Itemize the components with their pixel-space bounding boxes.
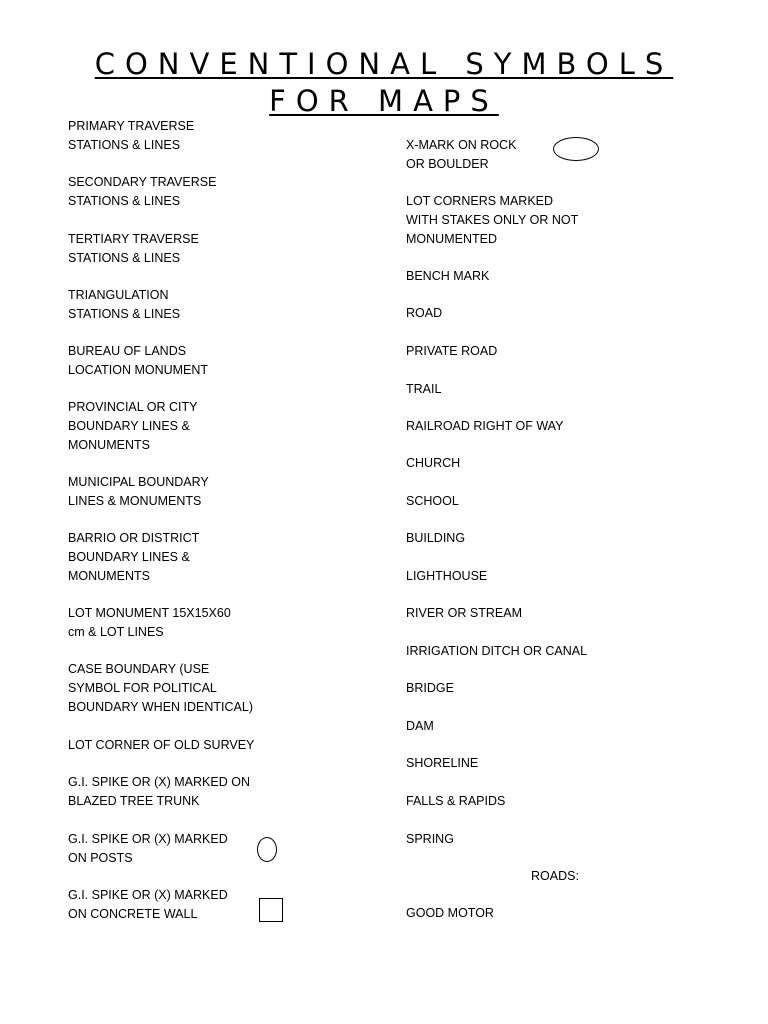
legend-entry-case-boundary: CASE BOUNDARY (USE SYMBOL FOR POLITICAL BOUNDARY WHEN IDENTICAL) xyxy=(68,662,253,714)
legend-entry-church: CHURCH xyxy=(406,456,461,470)
circle-symbol-icon xyxy=(257,837,277,862)
legend-entry-tertiary-traverse: TERTIARY TRAVERSE STATIONS & LINES xyxy=(68,232,199,265)
legend-entry-spike-tree-trunk: G.I. SPIKE OR (X) MARKED ON BLAZED TREE TRUNK xyxy=(68,775,250,808)
legend-entry-shoreline: SHORELINE xyxy=(406,756,479,770)
legend-entry-bench-mark: BENCH MARK xyxy=(406,269,490,283)
legend-entry-lot-monument: LOT MONUMENT 15X15X60 cm & LOT LINES xyxy=(68,606,231,639)
legend-entry-good-motor: GOOD MOTOR xyxy=(406,906,494,920)
legend-entry-trail: TRAIL xyxy=(406,382,442,396)
legend-entry-spring: SPRING xyxy=(406,832,454,846)
legend-entry-school: SCHOOL xyxy=(406,494,459,508)
page-title-line-1: CONVENTIONAL SYMBOLS xyxy=(94,47,674,81)
legend-entry-spike-posts: G.I. SPIKE OR (X) MARKED ON POSTS xyxy=(68,832,228,865)
legend-entry-dam: DAM xyxy=(406,719,434,733)
legend-entry-lot-corners-stakes: LOT CORNERS MARKED WITH STAKES ONLY OR NOT MONUMENTED xyxy=(406,194,579,246)
legend-entry-irrigation: IRRIGATION DITCH OR CANAL xyxy=(406,644,588,658)
legend-entry-building: BUILDING xyxy=(406,531,466,545)
legend-entry-falls-rapids: FALLS & RAPIDS xyxy=(406,794,506,808)
legend-entry-river: RIVER OR STREAM xyxy=(406,606,522,620)
legend-entry-road: ROAD xyxy=(406,306,443,320)
legend-entry-municipal-boundary: MUNICIPAL BOUNDARY LINES & MONUMENTS xyxy=(68,475,209,508)
legend-entry-provincial-boundary: PROVINCIAL OR CITY BOUNDARY LINES & MONUMENTS xyxy=(68,400,198,452)
legend-entry-bridge: BRIDGE xyxy=(406,681,454,695)
legend-entry-secondary-traverse: SECONDARY TRAVERSE STATIONS & LINES xyxy=(68,175,217,208)
legend-entry-triangulation: TRIANGULATION STATIONS & LINES xyxy=(68,288,181,321)
legend-entry-x-mark-rock: X-MARK ON ROCK OR BOULDER xyxy=(406,138,517,171)
legend-entry-bureau-of-lands: BUREAU OF LANDS LOCATION MONUMENT xyxy=(68,344,209,377)
legend-entry-barrio-boundary: BARRIO OR DISTRICT BOUNDARY LINES & MONUMENTS xyxy=(68,531,200,583)
square-symbol-icon xyxy=(259,898,283,922)
legend-entry-lighthouse: LIGHTHOUSE xyxy=(406,569,488,583)
legend-entry-private-road: PRIVATE ROAD xyxy=(406,344,498,358)
roads-heading: ROADS: xyxy=(531,869,579,883)
legend-entry-spike-concrete-wall: G.I. SPIKE OR (X) MARKED ON CONCRETE WALL xyxy=(68,888,228,921)
legend-entry-railroad: RAILROAD RIGHT OF WAY xyxy=(406,419,564,433)
legend-entry-primary-traverse: PRIMARY TRAVERSE STATIONS & LINES xyxy=(68,119,195,152)
ellipse-symbol-icon xyxy=(553,137,599,161)
page-title-line-2: FOR MAPS xyxy=(269,84,499,118)
legend-entry-old-survey-corner: LOT CORNER OF OLD SURVEY xyxy=(68,738,255,752)
